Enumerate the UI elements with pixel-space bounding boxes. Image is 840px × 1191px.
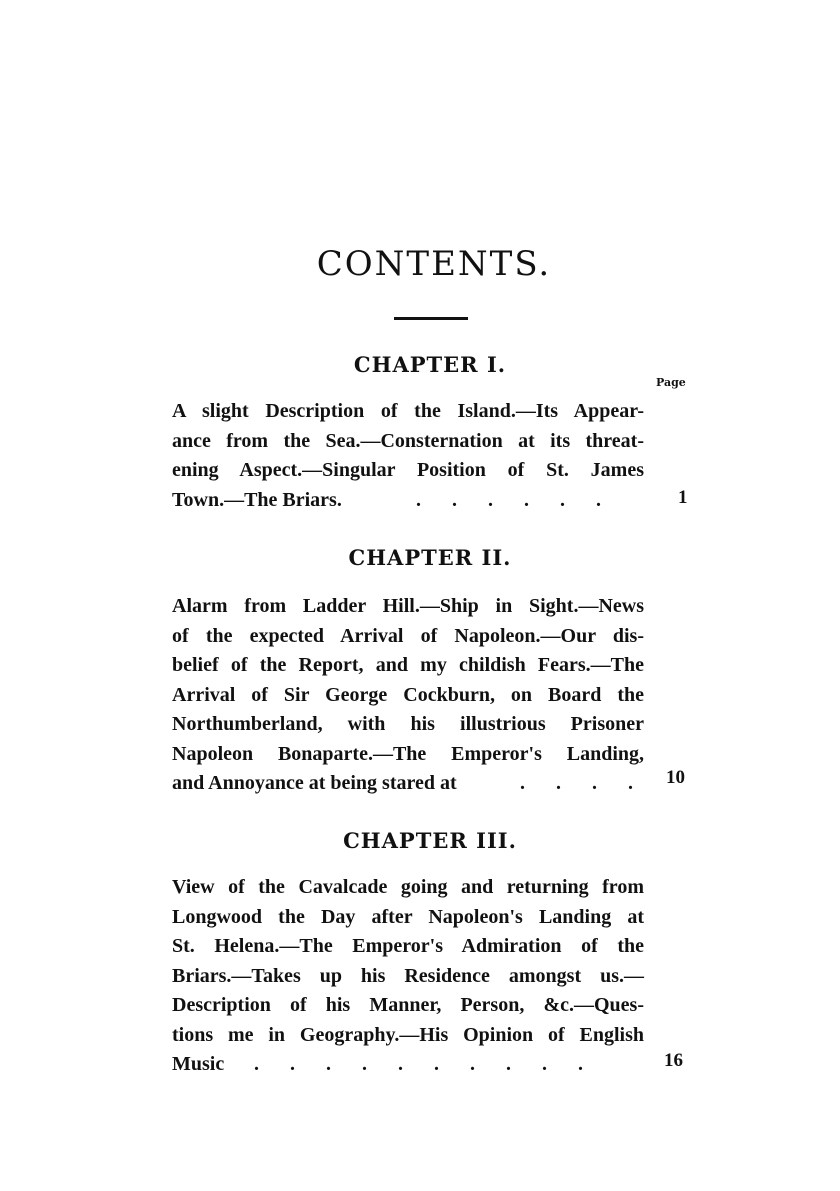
entry-line: tions me in Geography.—His Opinion of English [172, 1023, 644, 1046]
entry-line: belief of the Report, and my childish Fears.—The [172, 654, 644, 676]
entry-line: Arrival of Sir George Cockburn, on Board the [172, 683, 644, 706]
entry-line: Briars.—Takes up his Residence amongst us.— [172, 964, 644, 987]
entry-line: Napoleon Bonaparte.—The Emperor's Landing, [172, 742, 644, 765]
entry-line: Northumberland, with his illustrious Prisoner [172, 713, 644, 735]
chapter-entry [172, 397, 644, 515]
entry-line-text: Music [172, 1053, 225, 1075]
entry-line [172, 1050, 644, 1080]
entry-line: of the expected Arrival of Napoleon.—Our dis- [172, 624, 644, 647]
entry-line: ance from the Sea.—Consternation at its threat- [172, 429, 644, 452]
entry-page-number: 1 [678, 487, 688, 508]
entry-line: Longwood the Day after Napoleon's Landing at [172, 905, 644, 928]
chapter-entry [172, 592, 644, 799]
contents-title: CONTENTS. [316, 244, 552, 284]
page-column-label: Page [656, 376, 686, 389]
entry-page-number: 16 [664, 1050, 683, 1071]
entry-line [172, 769, 644, 799]
chapter-entry [172, 873, 644, 1080]
chapter-heading: CHAPTER III. [343, 828, 517, 853]
entry-page-number: 10 [666, 767, 685, 788]
entry-line: Description of his Manner, Person, &c.—Ques- [172, 994, 644, 1016]
entry-line: ening Aspect.—Singular Position of St. James [172, 459, 644, 481]
entry-line-text: Town.—The Briars. [172, 488, 342, 511]
entry-line-text: and Annoyance at being stared at [172, 772, 457, 794]
chapter-heading: CHAPTER II. [348, 545, 512, 570]
chapter-heading: CHAPTER I. [353, 352, 507, 377]
entry-line: Alarm from Ladder Hill.—Ship in Sight.—News [172, 595, 644, 617]
entry-line: St. Helena.—The Emperor's Admiration of the [172, 935, 644, 957]
entry-line: View of the Cavalcade going and returning from [172, 876, 644, 898]
title-rule [394, 317, 468, 320]
dot-leaders: . . . . . . [416, 488, 601, 511]
entry-line [172, 486, 644, 516]
entry-line: A slight Description of the Island.—Its Appear- [172, 400, 644, 422]
dot-leaders: . . . . . . . . . . [254, 1053, 583, 1075]
dot-leaders: . . . . [520, 772, 633, 794]
